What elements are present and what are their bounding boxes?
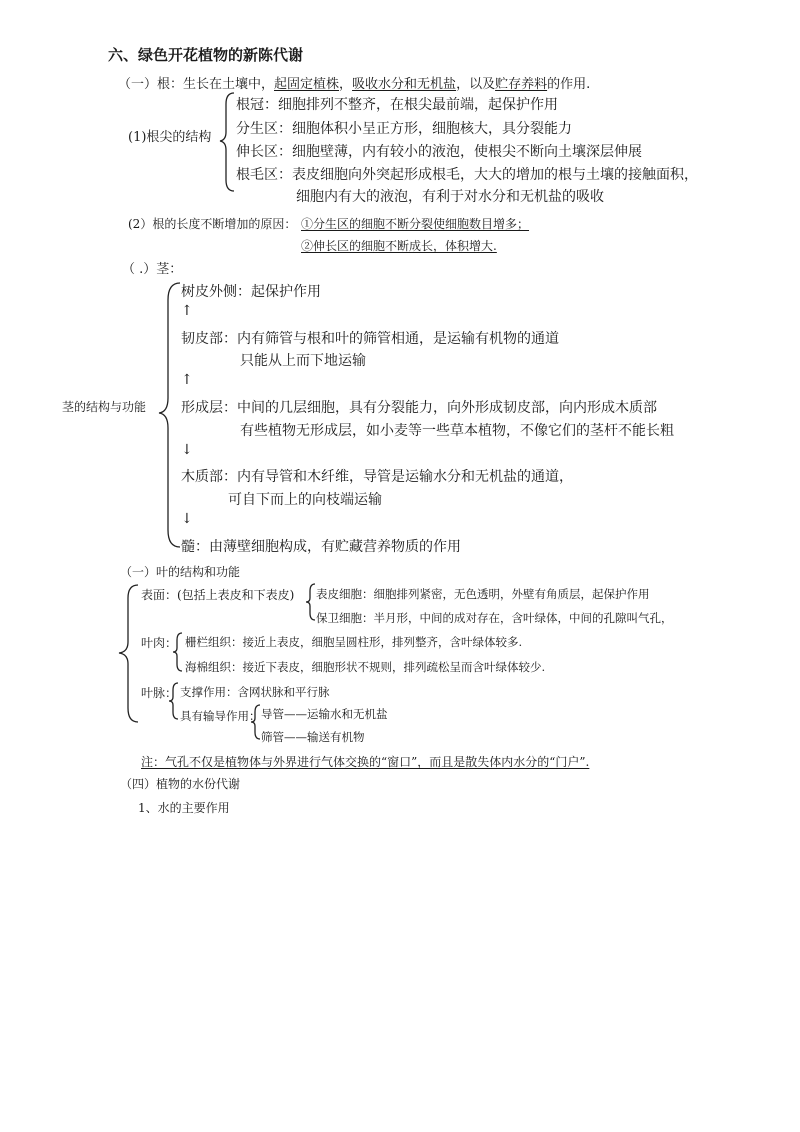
phloem: 韧皮部：内有筛管与根和叶的筛管相通，是运输有机物的通道 xyxy=(181,331,559,347)
root-function-anchor: 起固定植株 xyxy=(274,77,340,92)
cambium: 形成层：中间的几层细胞，具有分裂能力，向外形成韧皮部，向内形成木质部 xyxy=(181,400,657,416)
root-growth-label: (2）根的长度不断增加的原因： xyxy=(128,217,297,231)
root-function-absorb: 吸收水分和无机盐 xyxy=(352,77,457,92)
cambium-note: 有些植物无形成层，如小麦等一些草本植物，不像它们的茎杆不能长粗 xyxy=(240,423,674,439)
root-intro-sep1: ， xyxy=(339,77,353,92)
root-tip-brace xyxy=(222,92,236,192)
arrow-down-icon: ↓ xyxy=(181,442,193,458)
vein-brace xyxy=(168,682,180,720)
arrow-down-icon: ↓ xyxy=(181,511,193,527)
root-function-store: 贮存养料 xyxy=(495,77,548,92)
stem-structure-label: 茎的结构与功能 xyxy=(62,400,147,414)
mesophyll-label: 叶肉： xyxy=(141,636,178,650)
epidermal-cells: 表皮细胞：细胞排列紧密，无色透明，外壁有角质层，起保护作用 xyxy=(316,587,650,601)
root-intro xyxy=(118,73,590,92)
growth-reason-division: ①分生区的细胞不断分裂使细胞数目增多； xyxy=(301,217,530,231)
stem-brace xyxy=(158,282,182,548)
pith: 髓：由薄壁细胞构成，有贮藏营养物质的作用 xyxy=(181,539,461,555)
vein-support: 支撑作用：含网状脉和平行脉 xyxy=(180,685,330,699)
root-intro-sep2: ，以及 xyxy=(456,77,496,92)
root-tip-label: (1)根尖的结构 xyxy=(128,130,212,145)
leaf-brace xyxy=(118,584,140,724)
guard-cells: 保卫细胞：半月形，中间的成对存在，含叶绿体，中间的孔隙叫气孔， xyxy=(316,611,673,625)
spongy-tissue: 海棉组织：接近下表皮，细胞形状不规则，排列疏松呈而含叶绿体较少. xyxy=(185,660,546,674)
page-title: 六、绿色开花植物的新陈代谢 xyxy=(108,46,304,64)
elongation-zone: 伸长区：细胞壁薄，内有较小的液泡，使根尖不断向土壤深层伸展 xyxy=(236,144,642,160)
water-subheading: 1、水的主要作用 xyxy=(138,801,230,815)
arrow-up-icon: ↑ xyxy=(181,372,193,388)
mesophyll-brace xyxy=(172,632,184,672)
vein-label: 叶脉： xyxy=(141,686,178,700)
arrow-up-icon: ↑ xyxy=(181,303,193,319)
xylem: 木质部：内有导管和木纤维，导管是运输水分和无机盐的通道， xyxy=(181,469,573,485)
meristem-zone: 分生区：细胞体积小呈正方形，细胞核大，具分裂能力 xyxy=(236,121,572,137)
vein-transport-label: 具有输导作用： xyxy=(180,709,261,723)
water-heading: （四）植物的水份代谢 xyxy=(120,777,241,791)
root-cap: 根冠：细胞排列不整齐，在根尖最前端，起保护作用 xyxy=(236,97,558,113)
palisade-tissue: 栅栏组织：接近上表皮，细胞呈圆柱形，排列整齐，含叶绿体较多. xyxy=(185,635,523,649)
growth-reason-elongation: ②伸长区的细胞不断成长，体积增大. xyxy=(301,239,497,253)
stem-heading: （ .）茎： xyxy=(122,262,183,277)
stomata-note: 注：气孔不仅是植物体与外界进行气体交换的“窗口”，而且是散失体内水分的“门户”. xyxy=(141,755,590,769)
root-hair-zone-cont: 细胞内有大的液泡，有利于对水分和无机盐的吸收 xyxy=(296,189,604,205)
leaf-surface-label: 表面：(包括上表皮和下表皮) xyxy=(141,588,295,602)
leaf-heading: （一）叶的结构和功能 xyxy=(120,565,241,579)
xylem-direction: 可自下而上的向枝端运输 xyxy=(228,492,382,508)
vessel: 导管——运输水和无机盐 xyxy=(261,707,388,721)
sieve-tube: 筛管——输送有机物 xyxy=(261,730,365,744)
root-hair-zone: 根毛区：表皮细胞向外突起形成根毛，大大的增加的根与土壤的接触面积， xyxy=(236,167,698,183)
phloem-direction: 只能从上而下地运输 xyxy=(240,353,366,369)
bark-outer: 树皮外侧：起保护作用 xyxy=(181,284,321,300)
root-intro-prefix: （一）根：生长在土壤中， xyxy=(118,77,275,92)
root-intro-suffix: 的作用. xyxy=(547,77,591,92)
